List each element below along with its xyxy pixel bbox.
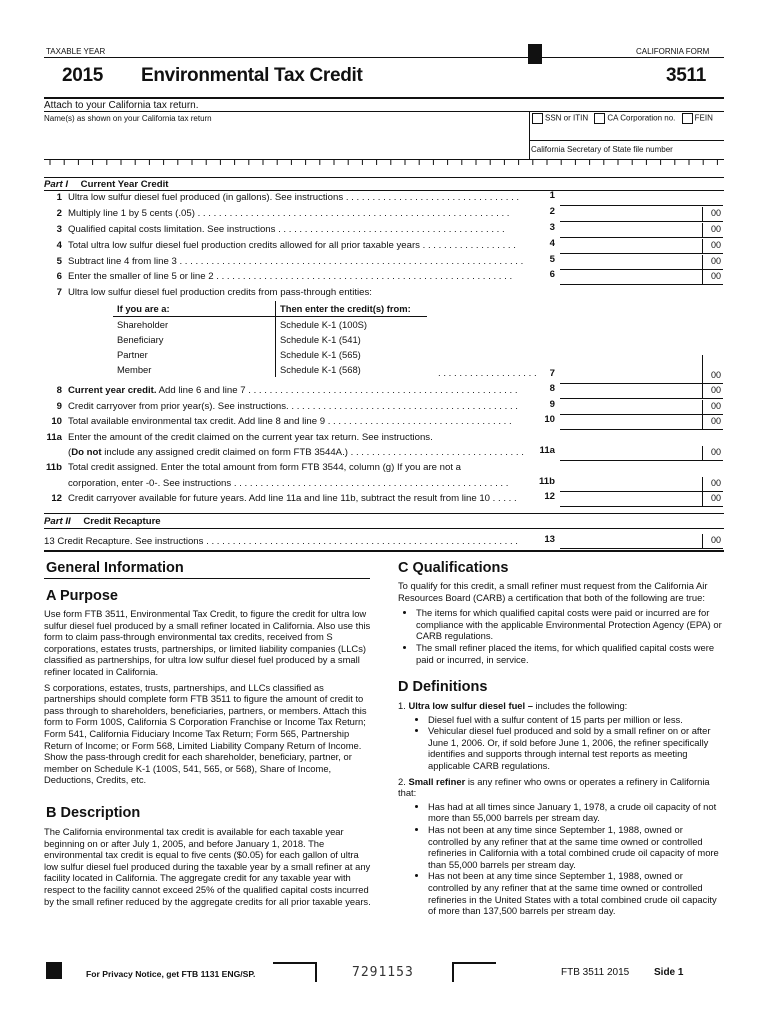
part1-label: Part I: [44, 179, 68, 190]
part2-top-rule: [44, 513, 724, 514]
line-9-ref: 9: [549, 399, 555, 410]
part1-title: Current Year Credit: [80, 179, 169, 190]
line-3-ref: 3: [549, 222, 555, 233]
part2-bottom-rule: [44, 550, 724, 552]
address-tick-field[interactable]: [44, 159, 724, 171]
id-type-options: [532, 113, 713, 124]
part2-title-rule: [44, 528, 724, 529]
definition-1: 1. Ultra low sulfur diesel fuel – includes the following:: [398, 700, 628, 711]
description-title: B Description: [46, 805, 141, 821]
line-7-dots: . . . . . . . . . . . . . . . . . . .: [438, 368, 537, 379]
line-8-amount[interactable]: 00: [560, 384, 723, 399]
list-item: • Has not been at any time since September 1, 1988, owned or controlled by any refiner that at the same time owned or controlled refineries in the United States with a total combined crude oil capacity of more than 137,500 barrels per stream day.: [428, 870, 724, 916]
line-11a-cont: (Do not include any assigned credit claimed on form FTB 3544A.) . . . . . . . . . . . . . . . . . . . . . . . . . . . . . . . . .: [68, 447, 524, 458]
corner-mark-left: [273, 962, 317, 982]
purpose-p2: S corporations, estates, trusts, partnerships, and LLCs classified as partnerships should complete form FTB 3511 to figure the amount of credit to pass through to shareholders, beneficiaries, partners, or members. Attach this form to Form 100S, California S Corporation Franchise or Income Tax Return; Form 541, California Fiduciary Income Tax Return; Form 565, Partnership Return of Income; or Form 568, Limited Liability Company Return of Income. Show the pass-through credit for each shareholder, beneficiary, partner, or member on Schedule K-1 (100S, 541, 565, or 568), Share of Income, Deductions, Credits, etc.: [44, 681, 367, 786]
line-11b: 11b Total credit assigned. Enter the total amount from form FTB 3544, column (g) If you are not a: [45, 462, 461, 473]
header-bottom-rule: [44, 97, 724, 99]
form-number: 3511: [666, 65, 707, 86]
fein-checkbox[interactable]: [682, 113, 693, 124]
line-3: 3 Qualified capital costs limitation. See instructions . . . . . . . . . . . . . . . . . . . . . . . . . . . . . . . . . . . . . . . . . . .: [56, 224, 505, 235]
form-title: Environmental Tax Credit: [141, 65, 363, 86]
corp-checkbox[interactable]: [594, 113, 605, 124]
table-row: Member Schedule K-1 (568): [113, 362, 427, 377]
line-5-amount[interactable]: 00: [560, 255, 723, 270]
general-info-rule: [44, 578, 370, 579]
pass-through-table: [113, 301, 427, 377]
line-11b-cont: corporation, enter -0-. See instructions . . . . . . . . . . . . . . . . . . . . . . . . . . . . . . . . . . . . . . . . . . . . . . . . . . . .: [68, 478, 509, 489]
line-12-ref: 12: [544, 491, 555, 502]
line-1: 1 Ultra low sulfur diesel fuel produced (in gallons). See instructions . . . . . . . . . . . . . . . . . . . . . . . . . . . . . . . . .: [56, 192, 520, 203]
sos-file-label: California Secretary of State file number: [531, 145, 673, 154]
definitions-title: D Definitions: [398, 679, 488, 695]
purpose-p1: Use form FTB 3511, Environmental Tax Credit, to figure the credit for ultra low sulfur diesel fuel produced by a small refiner located in California. Also use this form to claim pass-through environmental tax credits, received from S corporations, estates trusts, partnerships, or limited liability companies (LLCs) classified as partnerships, for ultra low sulfur diesel fuel produced by a small refiner located in California.: [44, 608, 371, 677]
line-1-amount[interactable]: [560, 191, 723, 206]
list-item: • Vehicular diesel fuel produced and sold by a small refiner on or after June 1, 2006. Or, if sold before June 1, 2006, the refiner specifically identifies and supports through internal test reports as meeting applicable CARB regulations.: [428, 725, 724, 771]
description-p1: The California environmental tax credit is available for each taxable year beginning on or after July 1, 2005, and before January 1, 2018. The environmental tax credit is equal to five cents ($0.05) for each gallon of ultra low sulfur diesel fuel produced during the taxable year by a small refiner at any facility located in California. The aggregate credit for any taxable year with respect to the facility cannot exceed 25% of the qualified capital costs incurred by the small refiner reduced by the aggregate credits for all prior taxable years.: [44, 826, 371, 907]
taxable-year-label: TAXABLE YEAR: [46, 47, 106, 56]
line-2-amount[interactable]: 00: [560, 207, 723, 222]
fein-label: FEIN: [694, 113, 713, 123]
pass-through-table-header: If you are a: Then enter the credit(s) from:: [113, 301, 427, 317]
corner-mark-right: [452, 962, 496, 982]
line-13-amount[interactable]: 00: [560, 534, 723, 549]
line-10-amount[interactable]: 00: [560, 415, 723, 430]
id-number-rule: [529, 140, 724, 141]
names-top-rule: [44, 111, 724, 112]
line-10: 10 Total available environmental tax credit. Add line 8 and line 9 . . . . . . . . . . . . . . . . . . . . . . . . . . . . . . . . . . .: [51, 416, 512, 427]
line-4-ref: 4: [549, 238, 555, 249]
general-info-title: General Information: [46, 560, 184, 576]
line-9: 9 Credit carryover from prior year(s). See instructions. . . . . . . . . . . . . . . . . . . . . . . . . . . . . . . . . . . . . . . . . . . .: [56, 401, 518, 412]
line-13: 13 Credit Recapture. See instructions . . . . . . . . . . . . . . . . . . . . . . . . . . . . . . . . . . . . . . . . . . . . . . . . . . . . . . . . . . .: [44, 536, 518, 547]
form-label: CALIFORNIA FORM: [636, 47, 710, 56]
ssn-label: SSN or ITIN: [545, 113, 589, 123]
footer-registration-mark: [46, 962, 62, 979]
line-1-ref: 1: [549, 190, 555, 201]
line-6-amount[interactable]: 00: [560, 270, 723, 285]
line-6-ref: 6: [549, 269, 555, 280]
table-row: Beneficiary Schedule K-1 (541): [113, 332, 427, 347]
part1-header: [44, 179, 168, 190]
header-top-rule: [44, 57, 724, 58]
definition-2: 2. Small refiner is any refiner who owns or operates a refinery in California that:: [398, 775, 710, 799]
line-11a-amount[interactable]: 00: [560, 446, 723, 461]
page-side: Side 1: [654, 967, 684, 978]
line-11b-ref: 11b: [538, 476, 555, 487]
part2-header: [44, 516, 161, 527]
table-row: Partner Schedule K-1 (565): [113, 347, 427, 362]
address-ticks: [44, 160, 724, 172]
names-label: Name(s) as shown on your California tax return: [44, 114, 212, 123]
line-11a-ref: 11a: [539, 445, 555, 456]
barcode-number: 7291153: [352, 965, 414, 980]
list-item: • Has had at all times since January 1, 1978, a crude oil capacity of not more than 55,000 barrels per stream day.: [428, 801, 724, 824]
definitions-text: [398, 700, 724, 917]
line-12: 12 Credit carryover available for future years. Add line 11a and line 11b, subtract the result from line 10 . . . . .: [51, 493, 517, 504]
line-11b-amount[interactable]: 00: [560, 477, 723, 492]
qualifications-list: [398, 607, 724, 665]
line-2: 2 Multiply line 1 by 5 cents (.05) . . . . . . . . . . . . . . . . . . . . . . . . . . . . . . . . . . . . . . . . . . . . . . . . . . . . . . . . . . .: [56, 208, 510, 219]
purpose-title: A Purpose: [46, 588, 118, 604]
line-2-ref: 2: [549, 206, 555, 217]
line-7: 7 Ultra low sulfur diesel fuel production credits from pass-through entities:: [56, 287, 372, 298]
registration-mark: [528, 44, 542, 64]
tax-year: 2015: [62, 65, 104, 86]
form-id: FTB 3511 2015: [561, 967, 630, 978]
part2-label: Part II: [44, 516, 71, 527]
qualifications-p1: To qualify for this credit, a small refiner must request from the California Air Resources Board (CARB) a certification that both of the following are true:: [398, 580, 708, 603]
definition-1-list: [410, 714, 724, 772]
definition-2-list: [410, 801, 724, 917]
part2-title: Credit Recapture: [83, 516, 161, 527]
ssn-checkbox[interactable]: [532, 113, 543, 124]
line-4-amount[interactable]: 00: [560, 239, 723, 254]
list-item: • The small refiner placed the items, for which qualified capital costs were paid or incurred, in service.: [416, 642, 724, 665]
part1-top-rule: [44, 177, 724, 178]
line-8-ref: 8: [549, 383, 555, 394]
list-item: • Diesel fuel with a sulfur content of 15 parts per million or less.: [428, 714, 724, 726]
qualifications-title: C Qualifications: [398, 560, 509, 576]
privacy-notice: For Privacy Notice, get FTB 1131 ENG/SP.: [86, 969, 256, 979]
corp-label: CA Corporation no.: [607, 113, 676, 123]
line-7-amount[interactable]: 00: [560, 369, 723, 384]
qualifications-text: [398, 580, 724, 665]
table-row: Shareholder Schedule K-1 (100S): [113, 317, 427, 332]
list-item: • The items for which qualified capital costs were paid or incurred are for compliance with the applicable Environmental Protection Agency (EPA) or CARB regulations.: [416, 607, 724, 642]
line-6: 6 Enter the smaller of line 5 or line 2 . . . . . . . . . . . . . . . . . . . . . . . . . . . . . . . . . . . . . . . . . . . . . . . . . . . . . . . .: [56, 271, 513, 282]
line-4: 4 Total ultra low sulfur diesel fuel production credits allowed for all prior taxable years . . . . . . . . . . . . . . . . . .: [56, 240, 516, 251]
attach-instruction: Attach to your California tax return.: [44, 100, 199, 111]
line-10-ref: 10: [544, 414, 555, 425]
line-12-amount[interactable]: 00: [560, 492, 723, 507]
line-9-amount[interactable]: 00: [560, 400, 723, 415]
line-5: 5 Subtract line 4 from line 3 . . . . . . . . . . . . . . . . . . . . . . . . . . . . . . . . . . . . . . . . . . . . . . . . . . . . . . . . . . . . . . . . .: [56, 256, 524, 267]
purpose-text: [44, 608, 374, 790]
list-item: • Has not been at any time since September 1, 1988, owned or controlled by any refiner that at the same time owned or controlled refineries in California with a total combined crude oil capacity of more than 55,000 barrels per stream day.: [428, 824, 724, 870]
line-7-ref: 7: [549, 368, 555, 379]
line-3-amount[interactable]: 00: [560, 223, 723, 238]
line-8: 8 Current year credit. Add line 6 and line 7 . . . . . . . . . . . . . . . . . . . . . . . . . . . . . . . . . . . . . . . . . . . . . . . . . . .: [56, 385, 518, 396]
description-text: [44, 826, 374, 911]
line-11a: 11a Enter the amount of the credit claimed on the current year tax return. See instructions.: [46, 432, 433, 443]
line-13-ref: 13: [544, 534, 555, 545]
line-5-ref: 5: [549, 254, 555, 265]
